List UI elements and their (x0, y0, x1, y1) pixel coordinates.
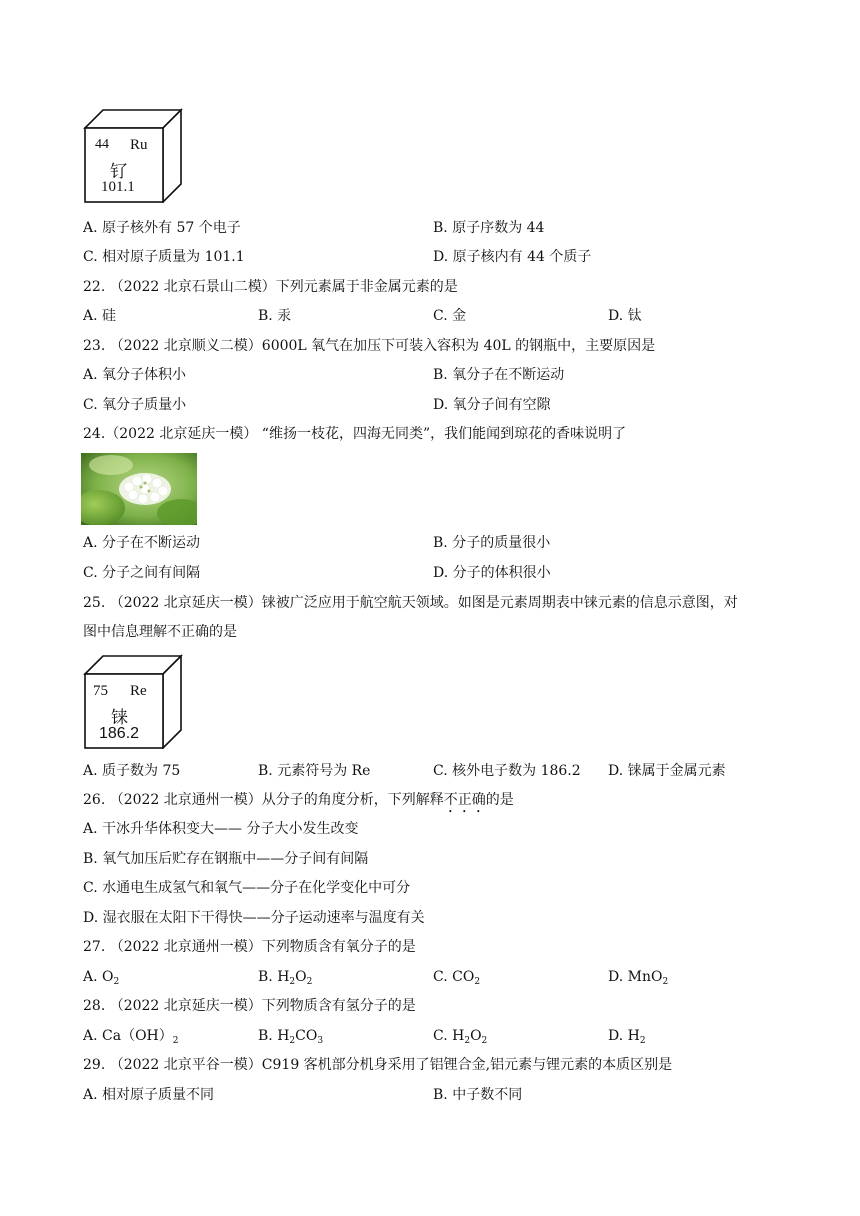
q26-stem (83, 790, 514, 810)
q26-option-c: C. 水通电生成氢气和氧气——分子在化学变化中可分 (83, 880, 411, 896)
q28-option-d (608, 1026, 646, 1046)
q28-b-sub2: 3 (317, 1036, 324, 1046)
q23-option-d: D. 氧分子间有空隙 (433, 397, 551, 413)
q27-c-sub: 2 (474, 977, 481, 987)
q23-option-b: B. 氧分子在不断运动 (433, 367, 565, 383)
q27-c-text: C. CO (433, 969, 475, 985)
q27-option-a (83, 967, 119, 987)
q29-option-b: B. 中子数不同 (433, 1087, 523, 1103)
q26-option-a: A. 干冰升华体积变大—— 分子大小发生改变 (83, 821, 359, 837)
q28-d-text: D. H (608, 1028, 640, 1044)
q27-option-c (433, 967, 480, 987)
q21-option-b: B. 原子序数为 44 (433, 220, 545, 236)
q23-option-a: A. 氧分子体积小 (83, 367, 187, 383)
q25-stem-line2: 图中信息理解不正确的是 (83, 624, 237, 640)
q24-option-d: D. 分子的体积很小 (433, 565, 551, 581)
q25-option-a: A. 质子数为 75 (83, 763, 181, 779)
element-name-ru: 钌 (110, 162, 127, 182)
q27-b-sub1: 2 (289, 977, 296, 987)
q28-option-a (83, 1026, 179, 1046)
q25-option-c: C. 核外电子数为 186.2 (433, 763, 581, 779)
element-symbol-ru: Ru (130, 137, 148, 153)
q22-option-d: D. 钛 (608, 308, 642, 324)
q27-a-text: A. O (83, 969, 114, 985)
q28-d-sub: 2 (639, 1036, 646, 1046)
q26-option-d: D. 湿衣服在太阳下干得快——分子运动速率与温度有关 (83, 910, 425, 926)
flower-photo (81, 453, 197, 525)
q24-stem: 24.（2022 北京延庆一模） “维扬一枝花，四海无同类”，我们能闻到琼花的香味说明了 (83, 426, 627, 442)
q25-option-d: D. 铼属于金属元素 (608, 763, 726, 779)
q26-stem-pre: 26. （2022 北京通州一模）从分子的角度分析，下列解释 (83, 792, 444, 808)
q22-option-a: A. 硅 (83, 308, 117, 324)
q27-b-mid: O (295, 969, 307, 985)
q27-stem: 27. （2022 北京通州一模）下列物质含有氧分子的是 (83, 939, 416, 955)
q28-c-text: C. H (433, 1028, 465, 1044)
q26-stem-emphasis: 不正确 (443, 792, 486, 808)
q26-option-b: B. 氧气加压后贮存在钢瓶中——分子间有间隔 (83, 851, 369, 867)
q28-a-text: A. Ca（OH） (83, 1028, 173, 1044)
q28-stem: 28. （2022 北京延庆一模）下列物质含有氢分子的是 (83, 998, 416, 1014)
element-mass-re: 186.2 (99, 725, 140, 742)
q28-b-mid: CO (295, 1028, 318, 1044)
q24-option-b: B. 分子的质量很小 (433, 535, 551, 551)
element-symbol-re: Re (130, 683, 147, 699)
q25-option-b: B. 元素符号为 Re (258, 763, 371, 779)
q27-b-sub2: 2 (306, 977, 313, 987)
q21-option-d: D. 原子核内有 44 个质子 (433, 249, 592, 265)
q28-c-sub2: 2 (481, 1036, 488, 1046)
q23-option-c: C. 氧分子质量小 (83, 397, 187, 413)
q23-stem: 23. （2022 北京顺义二模）6000L 氧气在加压下可装入容积为 40L 的钢瓶中，主要原因是 (83, 338, 656, 354)
q28-b-sub1: 2 (289, 1036, 296, 1046)
q28-a-sub: 2 (172, 1036, 179, 1046)
q28-c-mid: O (470, 1028, 482, 1044)
element-number-re: 75 (93, 683, 108, 699)
q27-d-text: D. MnO (608, 969, 663, 985)
element-number-ru: 44 (95, 137, 109, 152)
q22-option-c: C. 金 (433, 308, 467, 324)
q28-c-sub1: 2 (464, 1036, 471, 1046)
q24-option-a: A. 分子在不断运动 (83, 535, 201, 551)
q29-option-a: A. 相对原子质量不同 (83, 1087, 215, 1103)
q28-b-text: B. H (258, 1028, 290, 1044)
q24-option-c: C. 分子之间有间隔 (83, 565, 201, 581)
q28-option-b (258, 1026, 323, 1046)
q21-option-a: A. 原子核外有 57 个电子 (83, 220, 241, 236)
q29-stem: 29. （2022 北京平谷一模）C919 客机部分机身采用了铝锂合金,铝元素与锂元素的本质区别是 (83, 1057, 673, 1073)
q22-stem: 22. （2022 北京石景山二模）下列元素属于非金属元素的是 (83, 279, 458, 295)
q27-option-b (258, 967, 312, 987)
q27-option-d (608, 967, 668, 987)
q25-stem-line1: 25. （2022 北京延庆一模）铼被广泛应用于航空航天领域。如图是元素周期表中铼元素的信息示意图，对 (83, 595, 738, 611)
q21-option-c: C. 相对原子质量为 101.1 (83, 249, 245, 265)
q27-b-text: B. H (258, 969, 290, 985)
q27-a-sub: 2 (113, 977, 120, 987)
q22-option-b: B. 汞 (258, 308, 292, 324)
element-name-re: 铼 (111, 708, 128, 728)
q26-stem-post: 的是 (485, 792, 514, 808)
element-mass-ru: 101.1 (101, 179, 135, 195)
q27-d-sub: 2 (662, 977, 669, 987)
q28-option-c (433, 1026, 487, 1046)
